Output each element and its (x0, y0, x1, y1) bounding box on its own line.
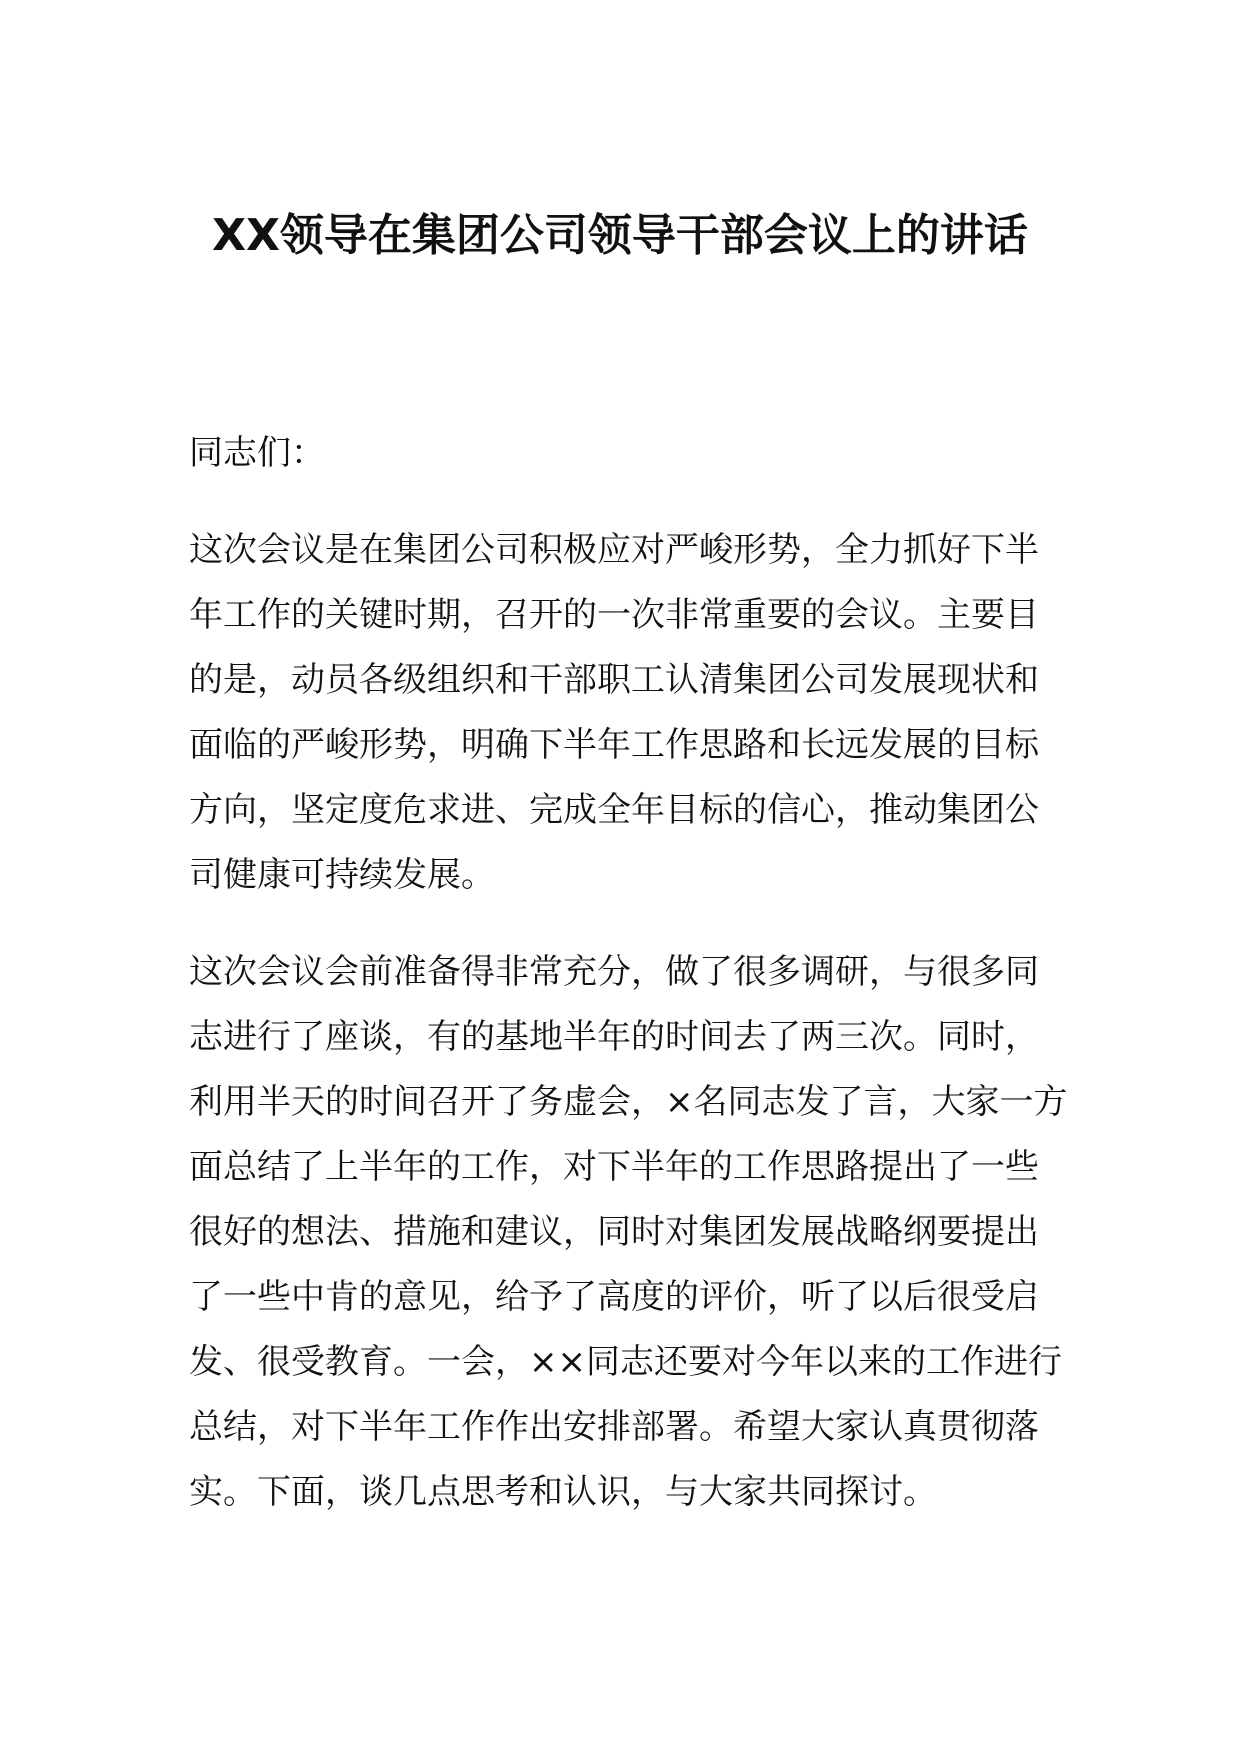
text-line: 这次会议是在集团公司积极应对严峻形势，全力抓好下半 (189, 530, 1039, 570)
paragraph-2 (189, 940, 1069, 1525)
text-line: 总结，对下半年工作作出安排部署。希望大家认真贯彻落 (189, 1407, 1039, 1447)
text-line: 面总结了上半年的工作，对下半年的工作思路提出了一些 (189, 1147, 1039, 1187)
text-line: 了一些中肯的意见，给予了高度的评价，听了以后很受启 (189, 1277, 1039, 1317)
text-line: 司健康可持续发展。 (189, 855, 495, 895)
document-title: XX领导在集团公司领导干部会议上的讲话 (212, 210, 1028, 261)
text-line: 很好的想法、措施和建议，同时对集团发展战略纲要提出 (189, 1212, 1039, 1252)
paragraph-1 (189, 518, 1069, 908)
text-line: 面临的严峻形势，明确下半年工作思路和长远发展的目标 (189, 725, 1039, 765)
text-line: 发、很受教育。一会，××同志还要对今年以来的工作进行 (189, 1342, 1062, 1382)
text-line: 方向，坚定度危求进、完成全年目标的信心，推动集团公 (189, 790, 1039, 830)
text-line: 实。下面，谈几点思考和认识，与大家共同探讨。 (189, 1472, 937, 1512)
text-line: 的是，动员各级组织和干部职工认清集团公司发展现状和 (189, 660, 1039, 700)
salutation: 同志们： (189, 433, 325, 473)
text-line: 利用半天的时间召开了务虚会，×名同志发了言，大家一方 (189, 1082, 1068, 1122)
text-line: 志进行了座谈，有的基地半年的时间去了两三次。同时， (189, 1017, 1039, 1057)
text-line: 这次会议会前准备得非常充分，做了很多调研，与很多同 (189, 952, 1039, 992)
text-line: 年工作的关键时期，召开的一次非常重要的会议。主要目 (189, 595, 1039, 635)
